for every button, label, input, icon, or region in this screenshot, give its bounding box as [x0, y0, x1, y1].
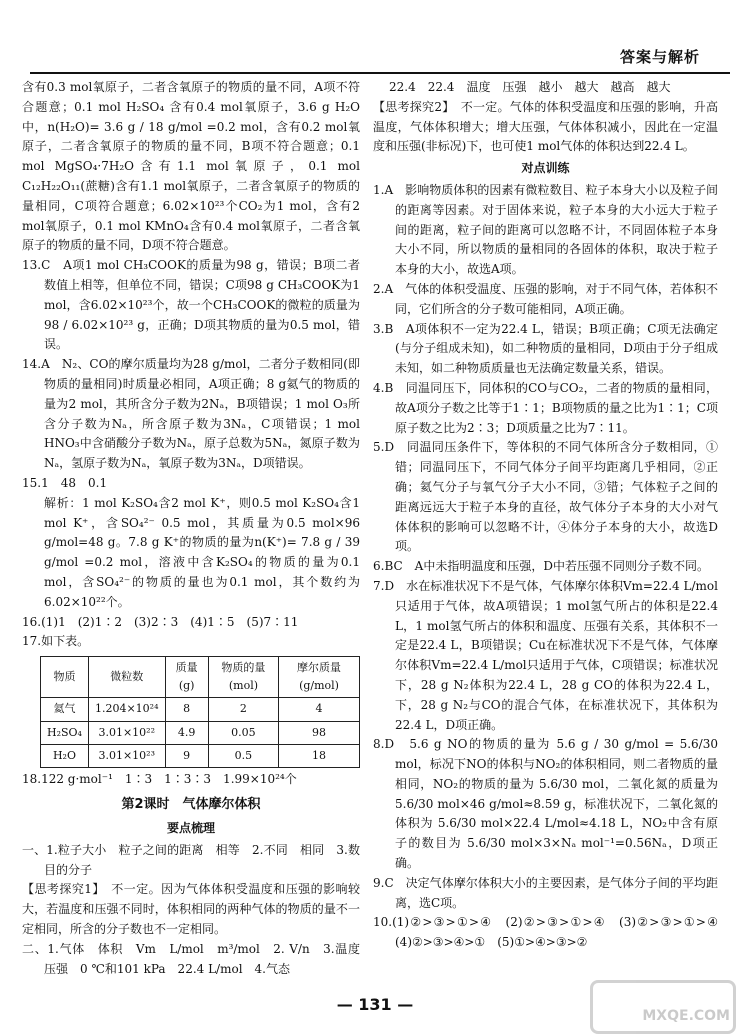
practice-item: 9.C 决定气体摩尔体积大小的主要因素，是气体分子间的平均距离，选C项。 — [373, 875, 718, 910]
think-explore-1: 【思考探究1】 不一定。因为气体体积受温度和压强的影响较大，若温度和压强不同时，体积相同的两种气体的物质的量不一定相同，所含的分子数也不一定相同。 — [22, 882, 360, 937]
table-header-row — [41, 657, 360, 698]
answer-15: 15.1 48 0.1 — [22, 475, 108, 490]
table-cell: 8 — [165, 698, 208, 721]
table-row — [41, 744, 360, 767]
answer-15-explanation: 解析：1 mol K₂SO₄含2 mol K⁺，则0.5 mol K₂SO₄含1 mol K⁺，含SO₄²⁻ 0.5 mol，其质量为0.5 mol×96 g/mol=48 g。7.8 g K⁺的物质的量为n(K⁺)= 7.8 g / 39 g/mol =0.2 mol，溶液中含K₂SO₄的物质的量为0.1 mol，含SO₄²⁻的物质的量也为0.1 mol，其个数约为6.02×10²²个。 — [44, 495, 364, 609]
key-point-2: 二、1.气体 体积 Vm L/mol m³/mol 2. V/n 3.温度 压强 0 ℃和101 kPa 22.4 L/mol 4.气态 — [22, 941, 373, 976]
practice-item: 4.B 同温同压下，同体积的CO与CO₂，二者的物质的量相同，故A项分子数之比等于1∶1；B项物质的量之比为1∶1；C项原子数之比为2∶3；D项质量之比为7∶11。 — [373, 380, 718, 435]
table-cell: 2 — [208, 698, 278, 721]
watermark-url: MXQE.COM — [642, 1008, 730, 1024]
table-header-cell: 摩尔质量(g/mol) — [279, 657, 360, 698]
table-header-cell: 物质 — [41, 657, 89, 698]
table-cell: 4 — [279, 698, 360, 721]
continuation-paragraph: 含有0.3 mol氧原子，二者含氧原子的物质的量不同，A项不符合题意；0.1 mol H₂SO₄ 含有0.4 mol氧原子，3.6 g H₂O中，n(H₂O)= 3.6 g / 18 g/mol =0.2 mol，含有0.2 mol氧原子，二者含氧原子的物质的量不同，B项不符合题意；0.1 mol MgSO₄·7H₂O含有1.1 mol氧原子，0.1 mol C₁₂H₂₂O₁₁(蔗糖)含有1.1 mol氧原子，二者含氧原子的物质的量相同，C项符合题意；6.02×10²³个CO₂为1 mol，含有2 mol氧原子，0.1 mol KMnO₄含有0.4 mol氧原子，二者含氧原子的物质的量不同，D项不符合题意。 — [22, 80, 364, 253]
table-cell: 3.01×10²³ — [88, 744, 165, 767]
practice-item: 8.D 5.6 g NO的物质的量为 5.6 g / 30 g/mol = 5.6/30 mol，标况下NO的体积与NO₂的体积相同，则二者物质的量相同，NO₂的物质的量为 5.6/30 mol，二氧化氮的质量为 5.6/30 mol×46 g/mol≈8.59 g，标准状况下，二氧化氮的体积为 5.6/30 mol×22.4 L/mol≈4.18 L，NO₂中含有原子的数目为 5.6/30 mol×3×Nₐ mol⁻¹=0.56Nₐ，D项正确。 — [373, 737, 722, 871]
practice-item: 7.D 水在标准状况下不是气体，气体摩尔体积Vm=22.4 L/mol只适用于气体，故A项错误；1 mol氢气所占的体积是22.4 L，1 mol氢气所占的体积和温度、压强有关系，其体积不一定是22.4 L，B项错误；Cu在标准状况下不是气体，气体摩尔体积Vm=22.4 L/mol只适用于气体，C项错误；标准状况下，28 g N₂体积为22.4 L，28 g CO的体积为22.4 L，下，28 g N₂与CO的混合气体，在标准状况下，其体积为22.4 L，D项正确。 — [373, 578, 722, 732]
right-column — [373, 78, 731, 953]
answer-14: 14.A N₂、CO的摩尔质量均为28 g/mol，二者分子数相同(即物质的量相同)时质量必相同，A项正确；8 g氦气的物质的量为2 mol，其所含分子数为2Nₐ，B项错误；1 mol O₃所含分子数为Nₐ，所含原子数为3Nₐ，C项错误；1 mol HNO₃中含硝酸分子数为Nₐ，原子总数为5Nₐ，氮原子数为Nₐ，氢原子数为Nₐ，氧原子数为3Nₐ，D项错误。 — [22, 357, 364, 471]
think-explore-2: 【思考探究2】 不一定。气体的体积受温度和压强的影响，升高温度，气体体积增大；增大压强，气体体积减小，因此在一定温度和压强(非标况)下，也可使1 mol气体的体积达到22.4 L。 — [373, 99, 718, 154]
answer-16: 16.(1)1 (2)1∶2 (3)2∶3 (4)1∶5 (5)7∶11 — [22, 614, 299, 629]
table-cell: 3.01×10²² — [88, 721, 165, 744]
page-number: — 131 — — [336, 995, 414, 1014]
practice-item: 3.B A项体积不一定为22.4 L，错误；B项正确；C项无法确定(与分子组成未知)，如二种物质的量相同，D项由于分子组成未知，如二种物质质量也无法确定数量关系，错误。 — [373, 321, 718, 376]
answer-17: 17.如下表。 — [22, 634, 90, 649]
table-header-cell: 物质的量(mol) — [208, 657, 278, 698]
answer-13: 13.C A项1 mol CH₃COOK的质量为98 g，错误；B项二者数值上相等，但单位不同，错误；C项98 g CH₃COOK为1 mol，含6.02×10²³个，故一个CH₃COOK的微粒的质量为 98 / 6.02×10²³ g，正确；D项其物质的量为0.5 mol，错误。 — [22, 258, 364, 352]
answer-18: 18.122 g·mol⁻¹ 1∶3 1∶3∶3 1.99×10²⁴个 — [22, 771, 297, 786]
table-cell: 氦气 — [41, 698, 89, 721]
table-cell: H₂O — [41, 744, 89, 767]
answer-17-table — [40, 656, 360, 768]
continuation-line: 22.4 22.4 温度 压强 越小 越大 越高 越大 — [389, 80, 671, 94]
table-header-cell: 质量(g) — [165, 657, 208, 698]
watermark-frame — [590, 980, 736, 1034]
key-point-1: 一、1.粒子大小 粒子之间的距离 相等 2.不同 相同 3.数目的分子 — [22, 842, 360, 877]
table-cell: 9 — [165, 744, 208, 767]
section-title-key-points: 要点梳理 — [166, 821, 215, 836]
practice-item: 10.(1)②>③>①>④ (2)②>③>①>④ (3)②>③>①>④ (4)②>③>④>① (5)①>④>③>② — [373, 915, 731, 950]
practice-item: 6.BC A中未指明温度和压强，D中若压强不同则分子数不同。 — [373, 559, 709, 574]
practice-item: 1.A 影响物质体积的因素有微粒数目、粒子本身大小以及粒子间的距离等因素。对于固体来说，粒子本身的大小远大于粒子间的距离，粒子间的距离可以忽略不计，不同固体粒子本身大小不同，所以物质的量相同的各固体的体积，取决于粒子本身的大小，故选A项。 — [373, 182, 718, 277]
section-title-practice: 对点训练 — [521, 161, 570, 176]
table-cell: 98 — [279, 721, 360, 744]
table-row — [41, 721, 360, 744]
header-rule — [30, 72, 730, 74]
practice-item: 5.D 同温同压条件下，等体积的不同气体所含分子数相同，①错；同温同压下，不同气体分子间平均距离几乎相同，②正确；氦气分子与氧气分子大小不同，③错；气体粒子之间的距离远远大于粒子本身的直径，故气体分子本身的大小对气体体积的影响可以忽略不计，④体分子本身的大小，故选D项。 — [373, 440, 718, 554]
practice-item: 2.A 气体的体积受温度、压强的影响，对于不同气体，若体积不同，它们所含的分子数可能相同，A项正确。 — [373, 281, 718, 316]
left-column — [22, 78, 373, 979]
lesson-title: 第2课时 气体摩尔体积 — [121, 796, 261, 812]
table-cell: H₂SO₄ — [41, 721, 89, 744]
table-row — [41, 698, 360, 721]
table-cell: 0.05 — [208, 721, 278, 744]
header-title: 答案与解析 — [619, 48, 700, 66]
table-cell: 1.204×10²⁴ — [88, 698, 165, 721]
table-cell: 4.9 — [165, 721, 208, 744]
table-header-cell: 微粒数 — [88, 657, 165, 698]
table-cell: 0.5 — [208, 744, 278, 767]
site-watermark — [596, 980, 736, 1028]
page-header — [30, 0, 730, 80]
table-cell: 18 — [279, 744, 360, 767]
